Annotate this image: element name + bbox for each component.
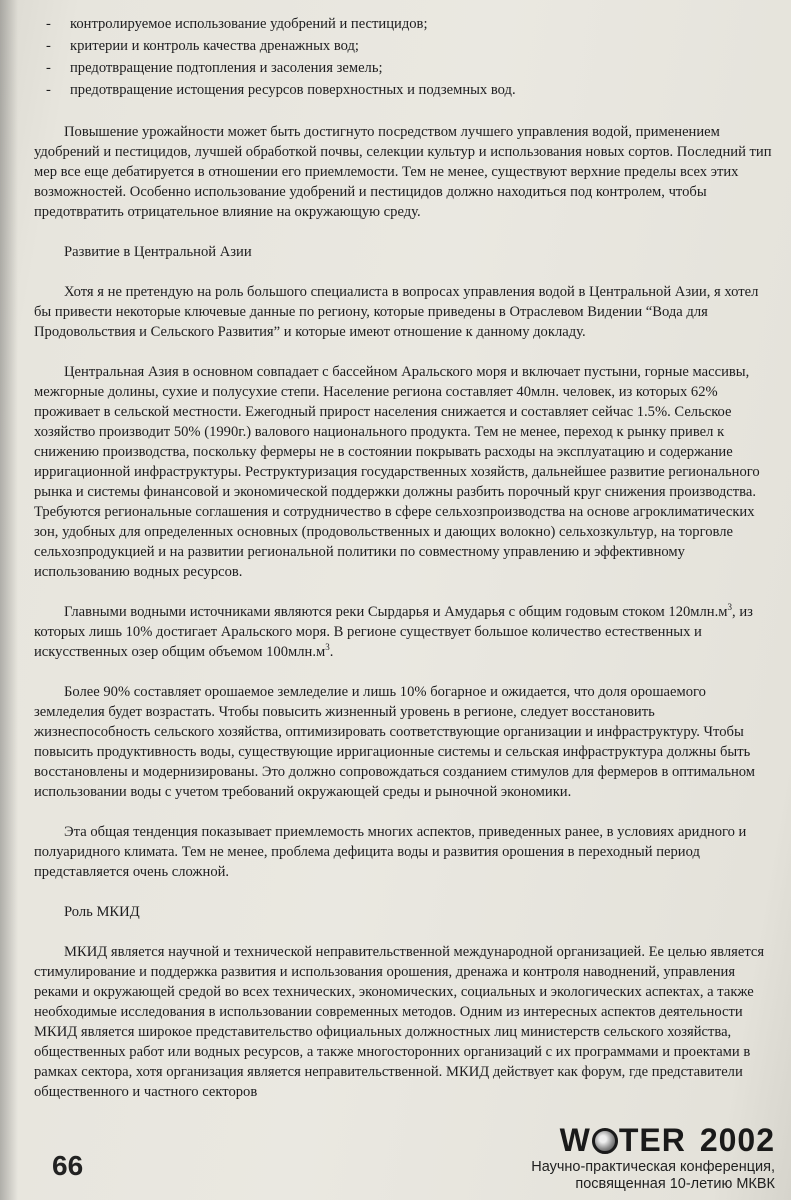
conference-brand	[531, 1122, 775, 1193]
list-item-text: критерии и контроль качества дренажных вод;	[70, 38, 359, 54]
list-item-text: контролируемое использование удобрений и пестицидов;	[70, 16, 428, 32]
page-edge-shadow	[0, 0, 18, 1200]
bullet-marker: -	[46, 16, 51, 32]
logo-year: 2002	[699, 1122, 775, 1158]
list-item	[46, 80, 774, 100]
list-item	[46, 14, 774, 34]
paragraph-intro-central-asia: Хотя я не претендую на роль большого специалиста в вопросах управления водой в Центральной Азии, я хотел бы привести некоторые ключевые данные по региону, которые приведены в Отраслевом Видении “Вода для Продовольствия и Сельского Развития” и которые имеют отношение к данному докладу.	[34, 284, 759, 340]
paragraph-central-asia-overview: Центральная Азия в основном совпадает с бассейном Аральского моря и включает пустыни, горные массивы, межгорные долины, сухие и полусухие степи. Население региона составляет 40млн. человек, из которых 62% проживает в сельской местности. Ежегодный прирост населения снижается и составляет сейчас 1.5%. Сельское хозяйство производит 50% (1990г.) валового национального продукта. Тем не менее, переход к рынку привел к снижению производства, поскольку фермеры не в состоянии покрывать расходы на эксплуатацию и содержание ирригационной инфраструктуры. Реструктуризация государственных хозяйств, дальнейшее развитие регионального рынка и системы финансовой и экономической поддержки должны разбить порочный круг снижения производства. Требуются региональные соглашения и сотрудничество в сфере сельхозпроизводства на основе агроклиматических зон, удобных для определенных основных (продовольственных и дающих волокно) сельхозкультур, на торговле сельхозпродукцией и на развитии региональной политики по совместному управлению и эффективному использованию водных ресурсов.	[34, 364, 760, 580]
water-sources-text-b: , из которых лишь 10% достигает Аральского моря. В регионе существует большое количество естественных и искусственных озер общим объемом 100млн.м	[34, 604, 753, 660]
paragraph-general-trend: Эта общая тенденция показывает приемлемость многих аспектов, приведенных ранее, в условиях аридного и полуаридного климата. Тем не менее, проблема дефицита воды и развития орошения в переходный период представляется очень сложной.	[34, 824, 747, 880]
section-heading-central-asia: Развитие в Центральной Азии	[64, 244, 252, 260]
bullet-marker: -	[46, 82, 51, 98]
paragraph-water-sources	[34, 602, 774, 662]
document-body	[34, 14, 774, 1122]
water-2002-logo	[531, 1122, 775, 1159]
water-sources-text-c: .	[329, 644, 334, 660]
conference-title-line1: Научно-практическая конференция,	[531, 1159, 775, 1175]
paragraph-irrigated-agriculture: Более 90% составляет орошаемое земледелие и лишь 10% богарное и ожидается, что доля орошаемого земледелия будет возрастать. Чтобы повысить жизненный уровень в регионе, следует восстановить жизнеспособность сельского хозяйства, оптимизировать соответствующие организации и инфраструктуру. Чтобы повысить продуктивность воды, существующие ирригационные системы и сельская инфраструктура должны быть восстановлены и модернизированы. Это должно сопровождаться созданием стимулов для фермеров в оптимальном использовании воды с учетом требований окружающей среды и рыночной экономики.	[34, 684, 756, 800]
conference-title-line2: посвященная 10-летию МКВК	[575, 1176, 775, 1192]
page-footer	[0, 1118, 791, 1200]
list-item	[46, 58, 774, 78]
globe-icon	[592, 1128, 618, 1154]
superscript-3: 3	[325, 642, 330, 653]
superscript-3: 3	[727, 602, 733, 613]
bullet-marker: -	[46, 38, 51, 54]
section-heading-icid: Роль МКИД	[64, 904, 140, 920]
list-item-text: предотвращение подтопления и засоления земель;	[70, 60, 383, 76]
bullet-marker: -	[46, 60, 51, 76]
logo-letter-w: W	[559, 1122, 591, 1158]
page-number: 66	[52, 1150, 84, 1181]
list-item-text: предотвращение истощения ресурсов поверхностных и подземных вод.	[70, 82, 516, 98]
paragraph-icid-role: МКИД является научной и технической неправительственной международной организацией. Ее целью является стимулирование и поддержка развития и использования орошения, дренажа и контроля наводнений, управления реками и окружающей средой во всех технических, экономических, социальных и экологических аспектах, а также необходимые исследования в использовании современных методов. Одним из интересных аспектов деятельности МКИД является широкое представительство официальных должностных лиц министерств сельского хозяйства, общественных работ или водных ресурсов, а также многосторонних организаций с их программами и проектами в рамках сектора, хотя организация является неправительственной. МКИД действует как форум, где представители общественного и частного секторов	[34, 944, 765, 1100]
paragraph-yield: Повышение урожайности может быть достигнуто посредством лучшего управления водой, применением удобрений и пестицидов, лучшей обработкой почвы, селекции культур и использования новых сортов. Последний тип мер все еще дебатируется в отношении его приемлемости. Тем не менее, существуют верхние пределы всех этих возможностей. Особенно использование удобрений и пестицидов должно находиться под контролем, чтобы предотвратить отрицательное влияние на окружающую среду.	[34, 124, 772, 220]
bullet-list	[34, 14, 774, 100]
water-sources-text-a: Главными водными источниками являются реки Сырдарья и Амударья с общим годовым стоком 120млн.м	[64, 604, 728, 620]
logo-letters-ter: TER	[618, 1122, 686, 1158]
list-item	[46, 36, 774, 56]
